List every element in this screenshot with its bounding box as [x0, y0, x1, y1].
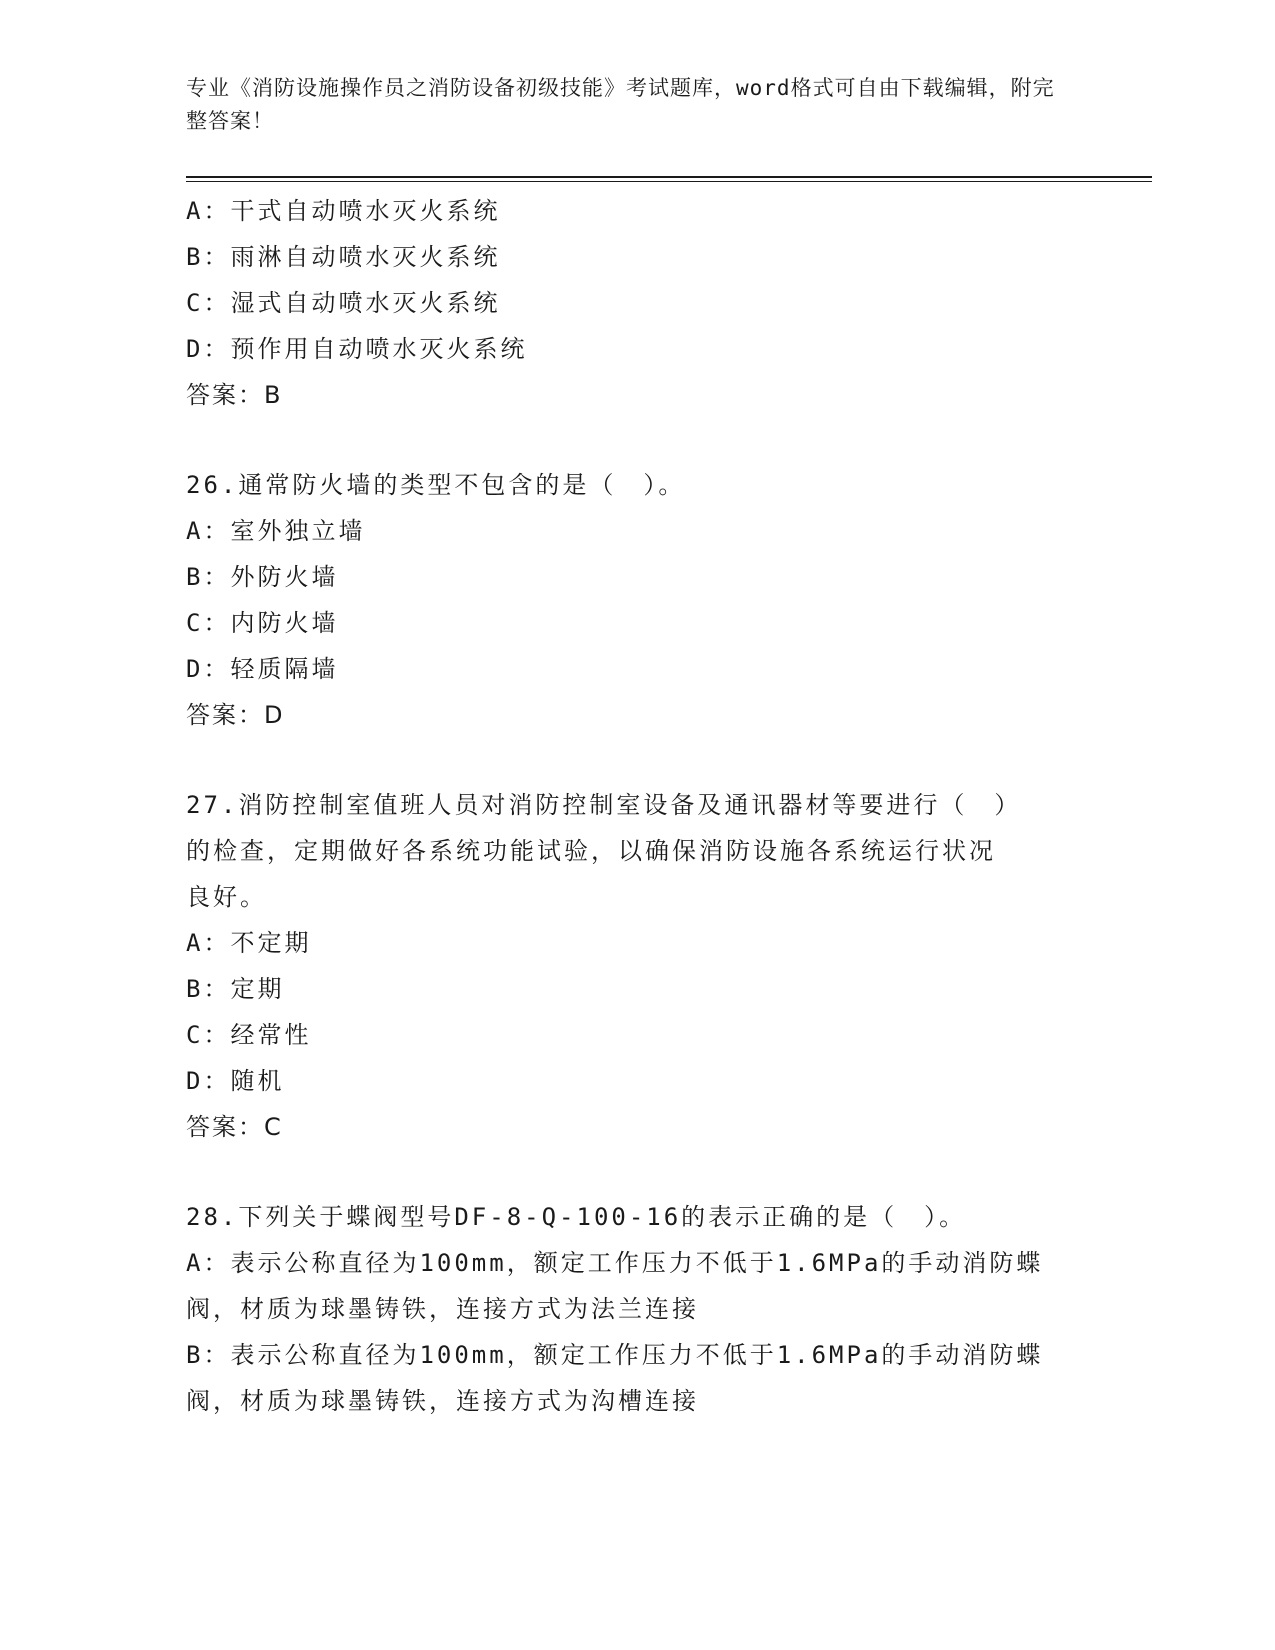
question-28	[186, 1194, 1086, 1424]
document-header: 专业《消防设施操作员之消防设备初级技能》考试题库，word格式可自由下载编辑，附完整答案！	[186, 76, 1055, 133]
spacer	[186, 1150, 1086, 1194]
option-d: D：预作用自动喷水灭火系统	[186, 335, 528, 363]
header-divider-thick	[186, 176, 1152, 178]
option-b-line-2: 阀，材质为球墨铸铁，连接方式为沟槽连接	[186, 1387, 699, 1415]
option-a-line-1: A：表示公称直径为100mm，额定工作压力不低于1.6MPa的手动消防蝶	[186, 1249, 1044, 1277]
option-d: D：随机	[186, 1067, 285, 1095]
prev-question-block	[186, 188, 1086, 418]
spacer	[186, 738, 1086, 782]
question-stem-line-2: 的检查，定期做好各系统功能试验，以确保消防设施各系统运行状况	[186, 837, 996, 865]
option-c: C：经常性	[186, 1021, 312, 1049]
option-c: C：湿式自动喷水灭火系统	[186, 289, 501, 317]
question-stem-line-3: 良好。	[186, 883, 267, 911]
question-27	[186, 782, 1086, 1150]
question-stem: 26.通常防火墙的类型不包含的是（ ）。	[186, 471, 686, 499]
option-a: A：不定期	[186, 929, 312, 957]
answer-line: 答案：D	[186, 701, 285, 729]
question-stem-line-1: 27.消防控制室值班人员对消防控制室设备及通讯器材等要进行（ ）	[186, 791, 1022, 819]
option-a-line-2: 阀，材质为球墨铸铁，连接方式为法兰连接	[186, 1295, 699, 1323]
option-b: B：定期	[186, 975, 285, 1003]
answer-line: 答案：C	[186, 1113, 283, 1141]
header-divider-thin	[186, 181, 1152, 182]
option-b: B：外防火墙	[186, 563, 339, 591]
option-c: C：内防火墙	[186, 609, 339, 637]
option-d: D：轻质隔墙	[186, 655, 339, 683]
option-b-line-1: B：表示公称直径为100mm，额定工作压力不低于1.6MPa的手动消防蝶	[186, 1341, 1044, 1369]
question-stem: 28.下列关于蝶阀型号DF-8-Q-100-16的表示正确的是（ ）。	[186, 1203, 967, 1231]
option-b: B：雨淋自动喷水灭火系统	[186, 243, 501, 271]
answer-line: 答案：B	[186, 381, 283, 409]
spacer	[186, 418, 1086, 462]
question-content	[186, 188, 1086, 1424]
option-a: A：室外独立墙	[186, 517, 366, 545]
question-26	[186, 462, 1086, 738]
option-a: A：干式自动喷水灭火系统	[186, 197, 501, 225]
